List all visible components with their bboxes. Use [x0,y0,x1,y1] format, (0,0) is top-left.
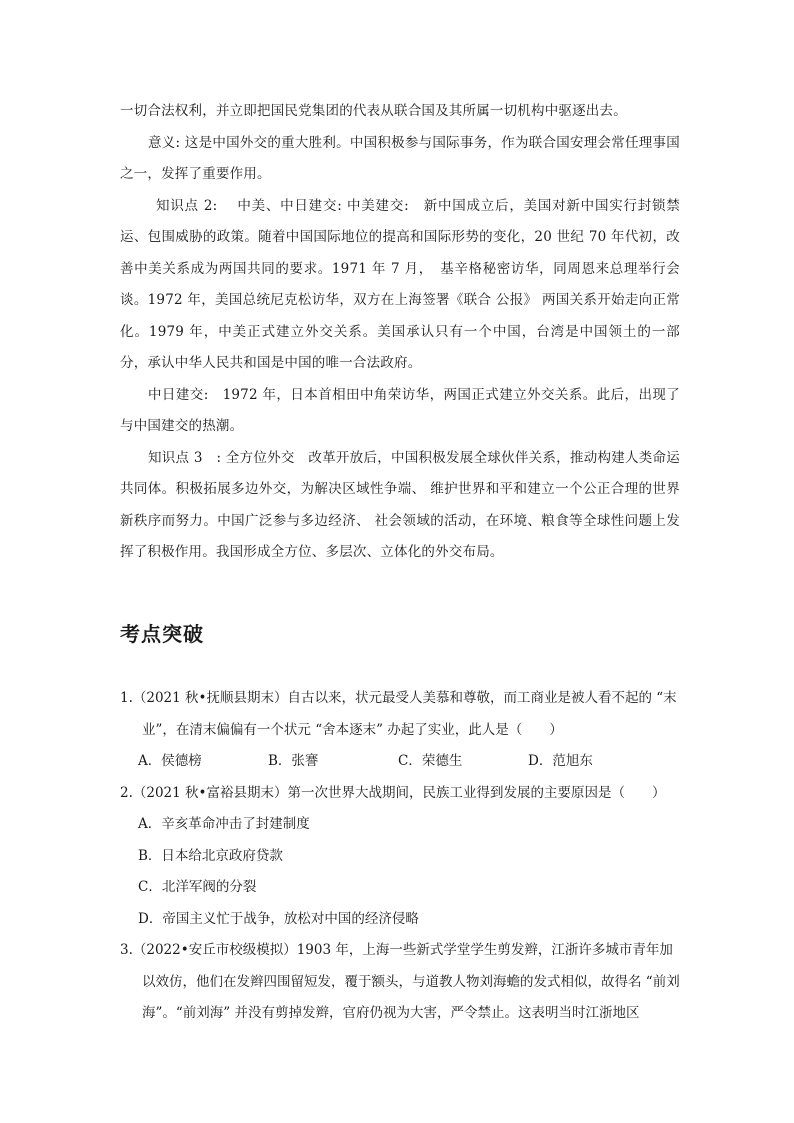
knowledge-point-3: 知识点 3 : 全方位外交 改革开放后，中国积极发展全球伙伴关系，推动构建人类命运共同体。积极拓展多边外交，为解决区域性争端、 维护世界和平和建立一个公正合理的世界新秩序而努力。中国广泛参与多边经济、 社会领域的活动，在环境、粮食等全球性问题上发挥了积极作用。我国形成全方位、多层次、立体化的外交布局。 [120,449,680,560]
question-stem: 3.（2022•安丘市校级模拟）1903 年，上海一些新式学堂学生剪发辫，江浙许多城市青年加以效仿，他们在发辫四围留短发，覆于额头，与道教人物刘海蟾的发式相似，故得名 “前刘海”。“前刘海” 并没有剪掉发辫，官府仍视为大害，严令禁止。这表明当时江浙地区 [120,942,680,1021]
sino-japan-paragraph: 中日建交: 1972 年，日本首相田中角荣访华，两国正式建立外交关系。此后，出现了与中国建交的热潮。 [120,386,680,434]
section-title: 考点突破 [120,622,204,646]
option-row [120,746,680,778]
option-b[interactable]: B．张謇 [268,753,319,769]
question-stem: 1.（2021 秋•抚顺县期末）自古以来，状元最受人美慕和尊敬，而工商业是被人看不起的 “末业”，在清末偏偏有一个状元 “舍本逐末” 办起了实业，此人是（ ） [120,690,677,738]
knowledge-points-section [120,96,680,569]
knowledge-point-2: 知识点 2: 中美、中日建交: 中美建交: 新中国成立后，美国对新中国实行封锁禁运、包围威胁的政策。随着中国国际地位的提高和国际形势的变化，20 世纪 70 年代初，改善中美关系成为两国共同的要求。1971 年 7 月， 基辛格秘密访华，同周恩来总理举行会谈。1972 年，美国总统尼克松访华，双方在上海签署《联合 公报》 两国关系开始走向正常化。1979 年，中美正式建立外交关系。美国承认只有一个中国，台湾是中国领土的一部分，承认中华人民共和国是中国的唯一合法政府。 [120,197,680,371]
option-b[interactable]: B．日本给北京政府贷款 [138,847,283,864]
question-list [120,683,680,1030]
question-1 [120,683,680,778]
option-c[interactable]: C．荣德生 [398,753,463,769]
intro-paragraph-1: 一切合法权利，并立即把国民党集团的代表从联合国及其所属一切机构中驱逐出去。 [120,103,627,119]
option-a[interactable]: A．侯德榜 [138,753,202,769]
option-d[interactable]: D．范旭东 [528,753,593,769]
question-stem: 2.（2021 秋•富裕县期末）第一次世界大战期间，民族工业得到发展的主要原因是（ ） [120,784,666,801]
question-3 [120,935,680,1030]
intro-paragraph-significance: 意义: 这是中国外交的重大胜利。中国积极参与国际事务，作为联合国安理会常任理事国之一，发挥了重要作用。 [120,134,680,182]
option-c[interactable]: C．北洋军阀的分裂 [138,879,257,895]
option-a[interactable]: A．辛亥革命冲击了封建制度 [138,816,310,832]
option-d[interactable]: D．帝国主义忙于战争，放松对中国的经济侵略 [138,910,419,927]
question-2 [120,778,680,936]
